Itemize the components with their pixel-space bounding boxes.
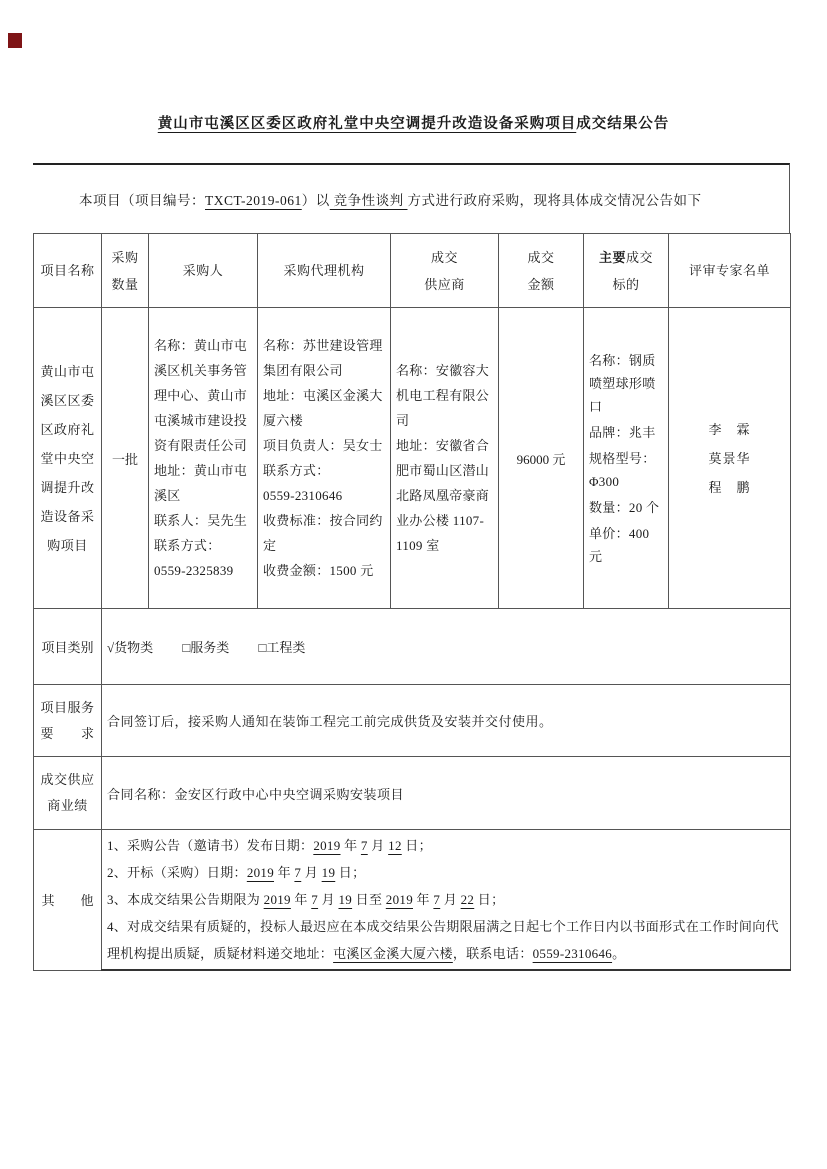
other-item-1: 1、采购公告（邀请书）发布日期：2019 年 7 月 12 日； xyxy=(107,838,432,853)
table-main-row xyxy=(34,308,791,609)
category-option-works-label: 工程类 xyxy=(266,640,306,655)
row-label-performance: 成交供应 商业绩 xyxy=(34,757,102,830)
col-header-project-name: 项目名称 xyxy=(34,234,102,308)
results-table xyxy=(33,233,791,971)
col-header-experts: 评审专家名单 xyxy=(669,234,791,308)
category-row xyxy=(34,609,791,685)
subject-header-line2: 标的 xyxy=(612,276,640,292)
col-header-amount: 成交 金额 xyxy=(499,234,584,308)
cell-supplier: 名称：安徽容大机电工程有限公司 地址：安徽省合肥市蜀山区潜山北路凤凰帝豪商业办公楼 1107-1109 室 xyxy=(391,308,499,609)
row-label-other: 其 他 xyxy=(34,830,102,971)
col-header-purchaser: 采购人 xyxy=(149,234,258,308)
cell-service-text: 合同签订后，接采购人通知在装饰工程完工前完成供货及安装并交付使用。 xyxy=(102,685,791,757)
title-underlined-part: 黄山市屯溪区区委区政府礼堂中央空调提升改造设备采购项目 xyxy=(157,116,577,132)
intro-paragraph: 本项目（项目编号：TXCT-2019-061）以 竞争性谈判 方式进行政府采购，现将具体成交情况公告如下 xyxy=(79,193,702,208)
performance-row xyxy=(34,757,791,830)
row-label-service: 项目服务 要 求 xyxy=(34,685,102,757)
category-option-goods xyxy=(107,640,153,655)
cell-category-options xyxy=(102,609,791,685)
cell-other-items xyxy=(102,830,791,971)
row-label-category: 项目类别 xyxy=(34,609,102,685)
cell-quantity: 一批 xyxy=(102,308,149,609)
category-option-services-label: 服务类 xyxy=(190,640,230,655)
category-option-works xyxy=(259,640,306,655)
table-header-row xyxy=(34,234,791,308)
intro-section xyxy=(33,163,790,233)
unchecked-box-icon: □ xyxy=(258,640,267,655)
cell-performance-text: 合同名称：金安区行政中心中央空调采购安装项目 xyxy=(102,757,791,830)
category-option-services xyxy=(182,640,229,655)
other-item-4: 4、对成交结果有质疑的，投标人最迟应在本成交结果公告期限届满之日起七个工作日内以书面形式在工作时间向代理机构提出质疑，质疑材料递交地址：屯溪区金溪大厦六楼，联系电话：0559-2310646。 xyxy=(107,919,779,961)
document-body xyxy=(33,163,790,971)
col-header-supplier: 成交 供应商 xyxy=(391,234,499,308)
other-row xyxy=(34,830,791,971)
service-row xyxy=(34,685,791,757)
col-header-agency: 采购代理机构 xyxy=(258,234,391,308)
other-item-3: 3、本成交结果公告期限为 2019 年 7 月 19 日至 2019 年 7 月 22 日； xyxy=(107,892,505,907)
cell-experts: 李 霖 莫景华 程 鹏 xyxy=(669,308,791,609)
category-option-goods-label: 货物类 xyxy=(114,640,154,655)
page-title xyxy=(0,112,827,133)
subject-header-rest: 成交 xyxy=(626,249,654,265)
page-marker xyxy=(8,33,22,48)
cell-purchaser: 名称：黄山市屯溪区机关事务管理中心、黄山市屯溪城市建设投资有限责任公司 地址：黄山市屯溪区 联系人：吴先生 联系方式： 0559-2325839 xyxy=(149,308,258,609)
checked-mark-icon: √ xyxy=(107,640,115,655)
subject-header-bold: 主要 xyxy=(598,249,626,265)
cell-project-name: 黄山市屯溪区区委区政府礼堂中央空调提升改造设备采购项目 xyxy=(34,308,102,609)
title-plain-part: 成交结果公告 xyxy=(576,116,670,132)
cell-agency: 名称：苏世建设管理集团有限公司 地址：屯溪区金溪大厦六楼 项目负责人：吴女士 联系方式： 0559-2310646 收费标准：按合同约定 收费金额：1500 元 xyxy=(258,308,391,609)
unchecked-box-icon: □ xyxy=(182,640,191,655)
other-item-2: 2、开标（采购）日期：2019 年 7 月 19 日； xyxy=(107,865,366,880)
col-header-subject xyxy=(584,234,669,308)
cell-amount: 96000 元 xyxy=(499,308,584,609)
cell-subject: 名称：钢质喷塑球形喷口 品牌：兆丰 规格型号：Φ300 数量：20 个 单价：400 元 xyxy=(584,308,669,609)
col-header-quantity: 采购 数量 xyxy=(102,234,149,308)
